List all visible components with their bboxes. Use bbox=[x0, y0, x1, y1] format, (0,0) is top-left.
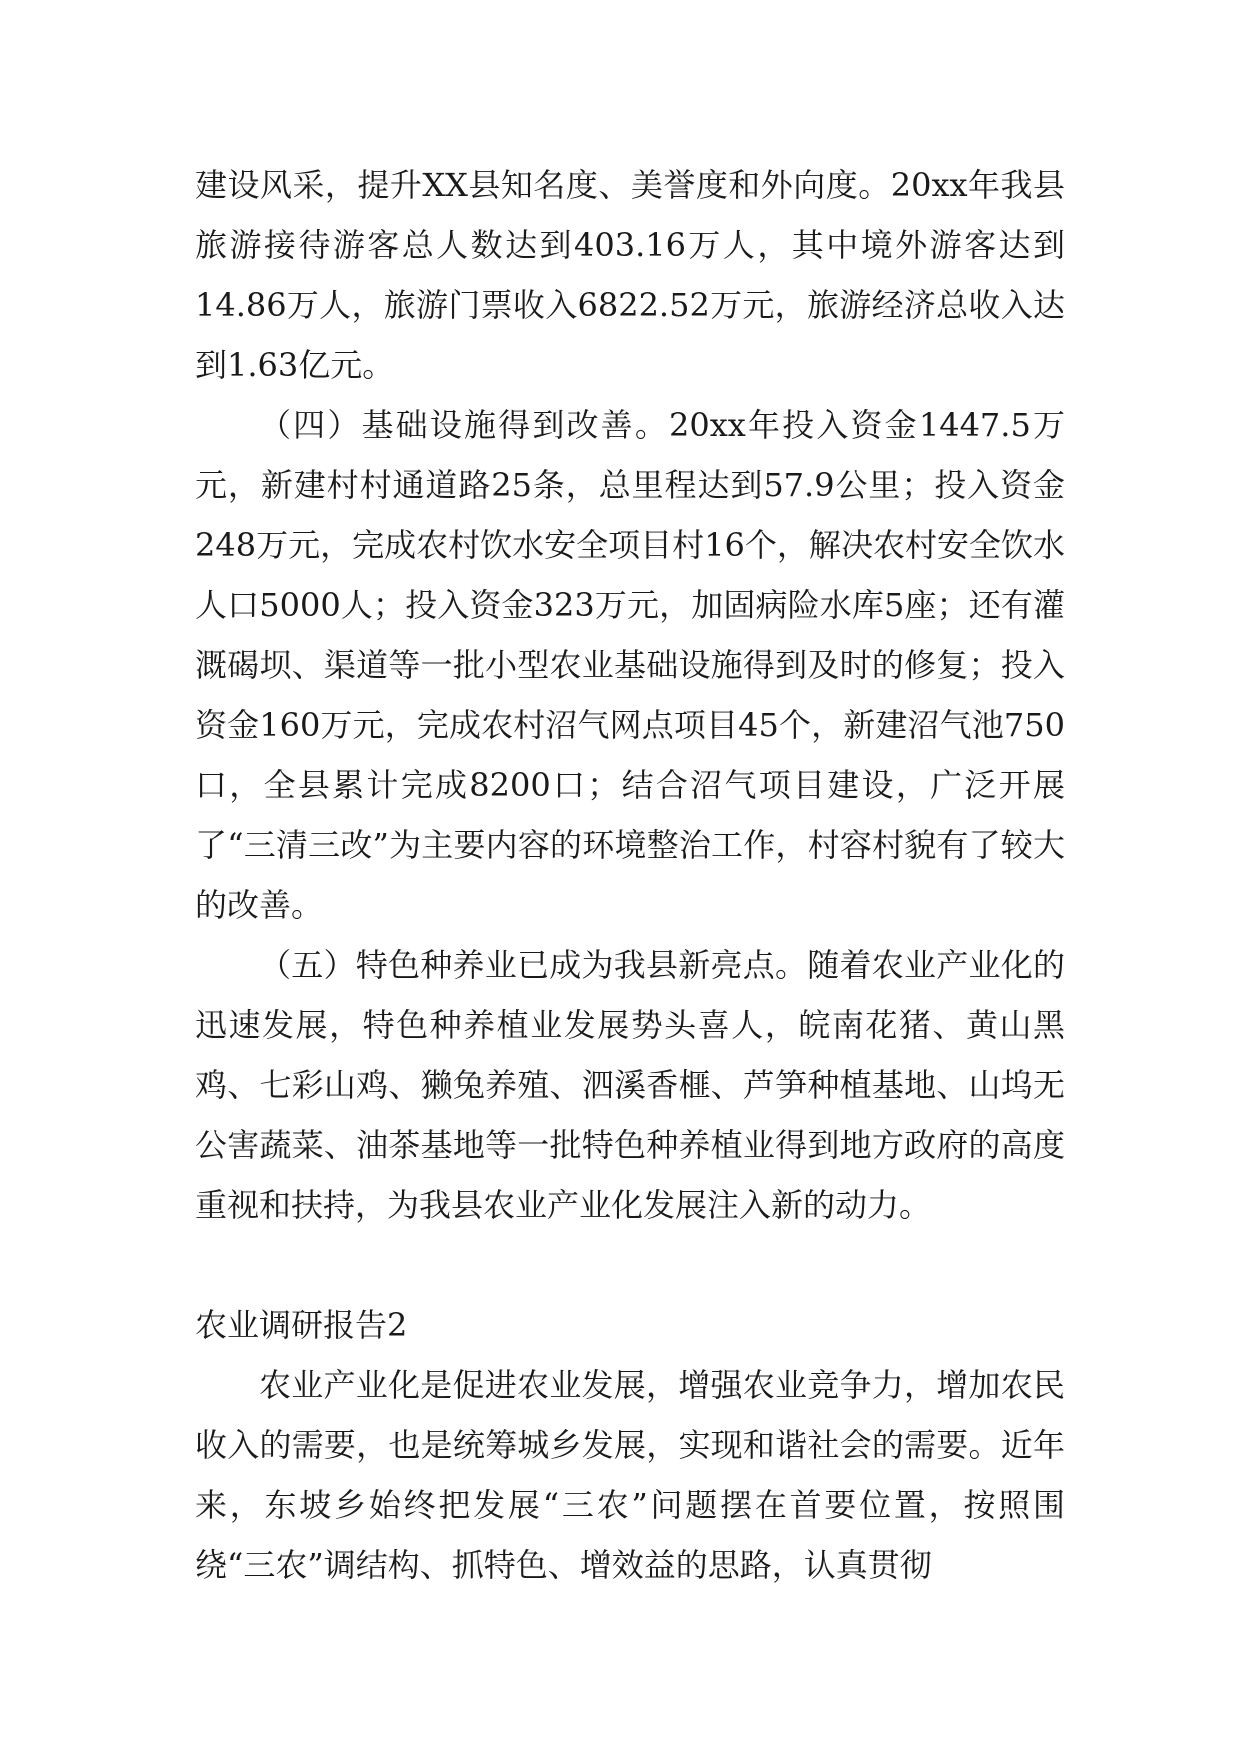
section-title: 农业调研报告2 bbox=[195, 1306, 408, 1344]
paragraph-tourism: 建设风采，提升XX县知名度、美誉度和外向度。20xx年我县旅游接待游客总人数达到403.16万人，其中境外游客达到14.86万人，旅游门票收入6822.52万元，旅游经济总收入达到1.63亿元。 bbox=[195, 166, 1065, 384]
paragraph-specialty-farming: （五）特色种养业已成为我县新亮点。随着农业产业化的迅速发展，特色种养植业发展势头喜人，皖南花猪、黄山黑鸡、七彩山鸡、獭兔养殖、泗溪香榧、芦笋种植基地、山坞无公害蔬菜、油茶基地等一批特色种养植业得到地方政府的高度重视和扶持，为我县农业产业化发展注入新的动力。 bbox=[195, 946, 1065, 1224]
paragraph-infrastructure: （四）基础设施得到改善。20xx年投入资金1447.5万元，新建村村通道路25条，总里程达到57.9公里；投入资金248万元，完成农村饮水安全项目村16个，解决农村安全饮水人口5000人；投入资金323万元，加固病险水库5座；还有灌溉碣坝、渠道等一批小型农业基础设施得到及时的修复；投入资金160万元，完成农村沼气网点项目45个，新建沼气池750口，全县累计完成8200口；结合沼气项目建设，广泛开展了“三清三改”为主要内容的环境整治工作，村容村貌有了较大的改善。 bbox=[195, 406, 1065, 924]
section-spacer bbox=[195, 1235, 1065, 1295]
document-body bbox=[195, 155, 1065, 1595]
paragraph-industrialization: 农业产业化是促进农业发展，增强农业竞争力，增加农民收入的需要，也是统筹城乡发展，实现和谐社会的需要。近年来，东坡乡始终把发展“三农”问题摆在首要位置，按照围绕“三农”调结构、抓特色、增效益的思路，认真贯彻 bbox=[195, 1366, 1065, 1584]
